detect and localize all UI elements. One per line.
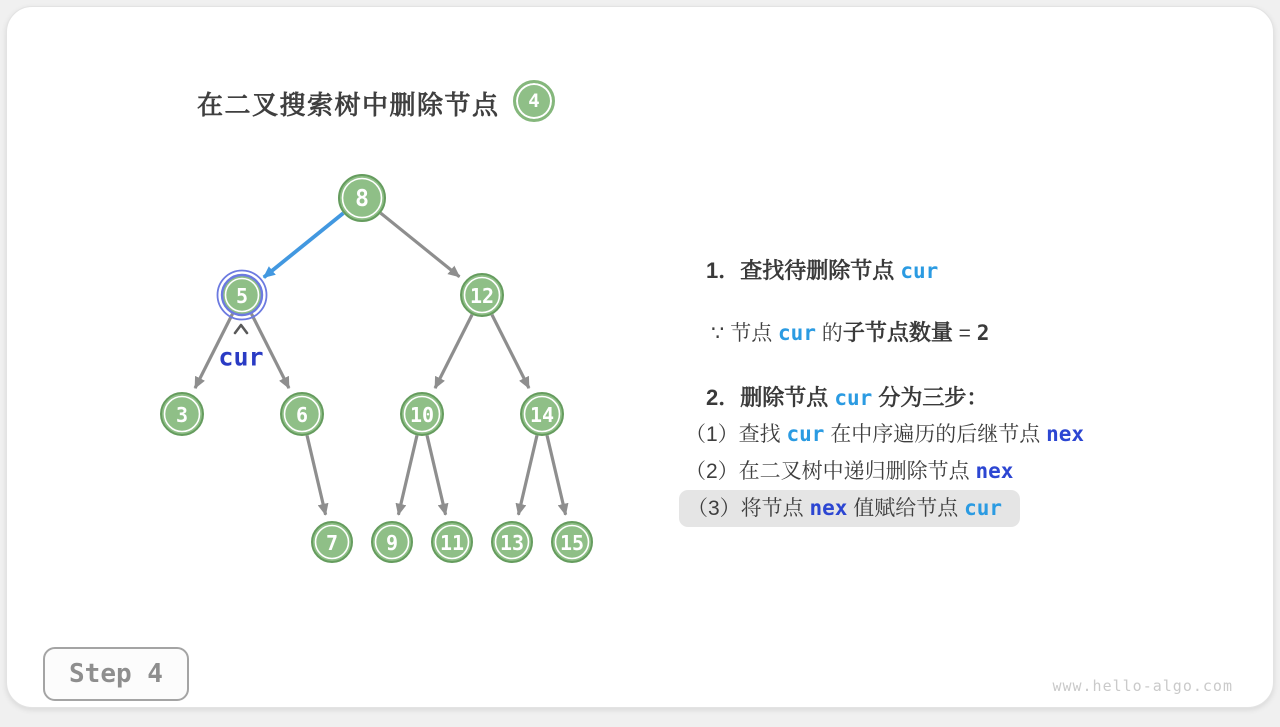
tree-edge-10-11 [427,435,446,514]
tree-node-value: 13 [499,531,525,555]
panel-text-segment: cur [778,321,816,345]
tree-node-9 [372,522,412,562]
tree-node-14 [521,393,563,435]
tree-node-11 [432,522,472,562]
panel-text-segment: 的 [815,322,843,345]
tree-node-7 [312,522,352,562]
panel-text-segment: 值赋给节点 [847,497,965,520]
tree-edge-6-7 [307,435,326,514]
panel-text-segment: （3）将节点 [687,497,810,520]
panel-text-segment: cur [786,422,825,446]
tree-node-5 [218,271,267,320]
cur-pointer-label: cur [218,342,264,372]
panel-text-segment: nex [1046,422,1085,446]
page-title: 在二叉搜索树中删除节点 [197,90,500,120]
panel-text-segment: cur [964,496,1003,520]
watermark: www.hello-algo.com [1052,677,1233,695]
panel-text-segment: 子节点数量 [842,320,953,345]
tree-edge-12-10 [435,315,472,388]
tree-edge-8-5 [264,213,344,277]
tree-edge-14-15 [547,435,566,514]
tree-node-6 [281,393,323,435]
bst-diagram [7,7,1280,727]
panel-text-segment: 1．查找待删除节点 [706,258,901,283]
panel-text-segment: cur [834,386,873,410]
panel-text-segment: 2．删除节点 [706,385,835,410]
panel-text-segment: 2 [976,321,990,345]
tree-node-value: 12 [469,284,495,308]
tree-node-3 [161,393,203,435]
step-number: 4 [528,90,540,112]
slide-card [6,6,1274,708]
tree-node-value: 3 [175,403,189,427]
tree-node-value: 7 [325,531,339,555]
tree-edge-12-14 [492,315,529,388]
panel-text-segment: （2）在二叉树中递归删除节点 [685,460,976,483]
tree-node-value: 9 [385,531,399,555]
tree-node-value: 10 [409,403,435,427]
tree-node-value: 6 [295,403,309,427]
tree-node-10 [401,393,443,435]
panel-text-segment: 在中序遍历的后继节点 [824,423,1047,446]
tree-node-value: 5 [235,284,249,308]
tree-node-value: 14 [529,403,555,427]
panel-text-segment: = [952,322,977,345]
cur-pointer-caret-icon [235,325,247,333]
panel-text-segment: nex [975,459,1014,483]
tree-node-value: 15 [559,531,585,555]
panel-text-segment: cur [900,259,939,283]
tree-edge-10-9 [398,435,417,514]
panel-text-segment: nex [809,496,848,520]
panel-text-segment: ∵ 节点 [711,322,779,345]
tree-node-value: 11 [439,531,465,555]
tree-edge-8-12 [381,213,460,277]
tree-node-8 [339,175,385,221]
step-indicator: Step 4 [43,647,189,701]
tree-node-13 [492,522,532,562]
panel-text-segment: （1）查找 [685,423,787,446]
tree-edge-14-13 [518,435,537,514]
panel-text-segment: 分为三步： [872,385,989,410]
tree-node-value: 8 [355,186,369,212]
tree-node-15 [552,522,592,562]
tree-node-12 [461,274,503,316]
